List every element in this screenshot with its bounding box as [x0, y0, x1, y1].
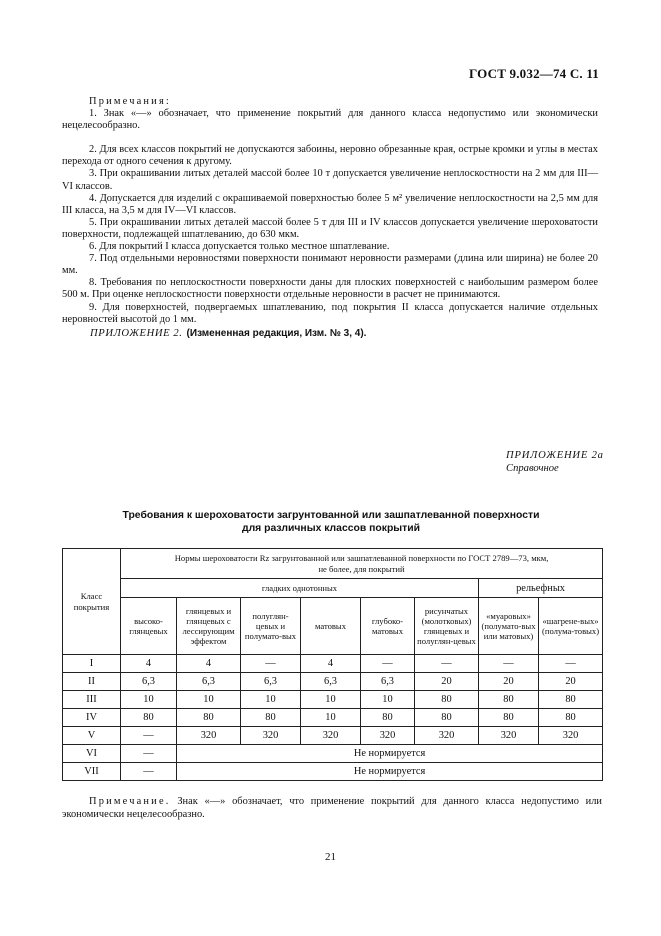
note-item: 7. Под отдельными неровностями поверхности понимают неровности размерами (длина или ширина) не более 20 мм. — [62, 253, 598, 277]
table-row — [63, 745, 603, 763]
value-cell: 80 — [539, 709, 603, 727]
value-cell: 80 — [479, 691, 539, 709]
value-cell: 4 — [301, 655, 361, 673]
value-cell: — — [539, 655, 603, 673]
table-row — [63, 673, 603, 691]
note-item: 9. Для поверхностей, подвергаемых шпатлеванию, под покрытия II класса допускается наличие отдельных неровностей высотой до 1 мм. — [62, 301, 598, 325]
value-cell: 6,3 — [301, 673, 361, 691]
smooth-header: гладких однотонных — [121, 579, 479, 598]
unnormed-cell: Не нормируется — [177, 763, 603, 781]
value-cell: 80 — [121, 709, 177, 727]
norm-header-line: не более, для покрытий — [318, 563, 405, 574]
value-cell: 80 — [177, 709, 241, 727]
class-header: Класс покрытия — [63, 549, 121, 655]
appendix-2-line — [90, 328, 366, 339]
notes-block — [62, 96, 598, 326]
value-cell: 6,3 — [241, 673, 301, 691]
unnormed-cell: Не нормируется — [177, 745, 603, 763]
value-cell: 20 — [539, 673, 603, 691]
value-cell: 80 — [361, 709, 415, 727]
class-cell: III — [63, 691, 121, 709]
class-cell: V — [63, 727, 121, 745]
note-item: 6. Для покрытий I класса допускается только местное шпатлевание. — [89, 241, 390, 253]
column-header: «муаровых» (полумато-вых или матовых) — [479, 598, 539, 655]
value-cell: — — [121, 727, 177, 745]
value-cell: 6,3 — [121, 673, 177, 691]
value-cell: — — [241, 655, 301, 673]
table-row — [63, 727, 603, 745]
value-cell: 80 — [415, 709, 479, 727]
note-item: 2. Для всех классов покрытий не допускаются забоины, неровно обрезанные края, острые кромки и углы в местах перехода от одного сечения к другому. — [62, 144, 598, 168]
class-cell: VII — [63, 763, 121, 781]
column-header: глубоко-матовых — [361, 598, 415, 655]
norm-header-line: Нормы шероховатости Rz загрунтованной или зашпатлеванной поверхности по ГОСТ 2789—73, мкм, — [174, 553, 549, 564]
class-cell: IV — [63, 709, 121, 727]
column-header: рисунчатых (молотковых) глянцевых и полуглян-цевых — [415, 598, 479, 655]
value-cell: 320 — [301, 727, 361, 745]
appendix-2a-type: Справочное — [506, 462, 559, 474]
table-title-line: Требования к шероховатости загрунтованной или зашпатлеванной поверхности — [122, 510, 540, 521]
column-header: матовых — [301, 598, 361, 655]
value-cell: 6,3 — [177, 673, 241, 691]
value-cell: 320 — [361, 727, 415, 745]
note-item: 8. Требования по неплоскостности поверхности даны для плоских поверхностей с наибольшим размером более 500 м. При оценке неплоскостности поверхности отдельные неровности в расчет не принимаются. — [62, 277, 598, 301]
appendix-2a-heading — [506, 450, 604, 475]
value-cell: 80 — [241, 709, 301, 727]
value-cell: — — [361, 655, 415, 673]
column-header: полуглян-цевых и полумато-вых — [241, 598, 301, 655]
value-cell: 10 — [301, 709, 361, 727]
value-cell: 10 — [121, 691, 177, 709]
note-item: 4. Допускается для изделий с окрашиваемой поверхностью более 5 м² увеличение неплоскостности на 2,5 мм для III класса, на 3,5 м для IV—VI классов. — [62, 192, 598, 216]
table-title-line: для различных классов покрытий — [241, 522, 421, 534]
note-item: 3. При окрашивании литых деталей массой более 10 т допускается увеличение неплоскостности на 2 мм для III—VI классов. — [62, 168, 598, 192]
column-header: глянцевых и глянцевых с лессирующим эффектом — [177, 598, 241, 655]
value-cell: — — [479, 655, 539, 673]
value-cell: 80 — [479, 709, 539, 727]
value-cell: — — [415, 655, 479, 673]
value-cell: 320 — [479, 727, 539, 745]
value-cell: 10 — [301, 691, 361, 709]
value-cell: 80 — [415, 691, 479, 709]
running-header: ГОСТ 9.032—74 С. 11 — [469, 66, 599, 81]
table-note — [62, 796, 602, 821]
norm-header — [121, 549, 603, 579]
class-cell: II — [63, 673, 121, 691]
value-cell: 10 — [361, 691, 415, 709]
table-note-text: Знак «—» обозначает, что применение покрытий для данного класса недопустимо или экономически нецелесообразно. — [62, 796, 602, 820]
value-cell: — — [121, 763, 177, 781]
value-cell: 4 — [121, 655, 177, 673]
note-item: 1. Знак «—» обозначает, что применение покрытий для данного класса недопустимо или экономически нецелесообразно. — [62, 108, 598, 132]
notes-title: Примечания: — [89, 96, 172, 107]
table-note-title: Примечание. — [89, 796, 171, 807]
appendix-2-edition: (Измененная редакция, Изм. № 3, 4). — [186, 328, 367, 339]
value-cell: 320 — [539, 727, 603, 745]
value-cell: 6,3 — [361, 673, 415, 691]
value-cell: 20 — [479, 673, 539, 691]
value-cell: 20 — [415, 673, 479, 691]
value-cell: — — [121, 745, 177, 763]
value-cell: 320 — [177, 727, 241, 745]
table-row — [63, 709, 603, 727]
page-number: 21 — [325, 851, 336, 863]
roughness-table — [62, 548, 603, 781]
value-cell: 10 — [177, 691, 241, 709]
value-cell: 320 — [415, 727, 479, 745]
column-header: «шагрене-вых» (полума-товых) — [539, 598, 603, 655]
table-row — [63, 763, 603, 781]
value-cell: 80 — [539, 691, 603, 709]
note-item: 5. При окрашивании литых деталей массой более 5 т для III и IV классов допускается увеличение шероховатости поверхности, подлежащей шпатлеванию, до 630 мкм. — [62, 216, 598, 240]
class-cell: VI — [63, 745, 121, 763]
appendix-2a-label: ПРИЛОЖЕНИЕ 2а — [506, 450, 604, 461]
value-cell: 320 — [241, 727, 301, 745]
table-row — [63, 691, 603, 709]
value-cell: 10 — [241, 691, 301, 709]
appendix-2-label: ПРИЛОЖЕНИЕ 2. — [90, 328, 183, 339]
table-title — [62, 510, 600, 535]
value-cell: 4 — [177, 655, 241, 673]
class-cell: I — [63, 655, 121, 673]
column-header: высоко-глянцевых — [121, 598, 177, 655]
table-row — [63, 655, 603, 673]
relief-header: рельефных — [479, 579, 603, 598]
